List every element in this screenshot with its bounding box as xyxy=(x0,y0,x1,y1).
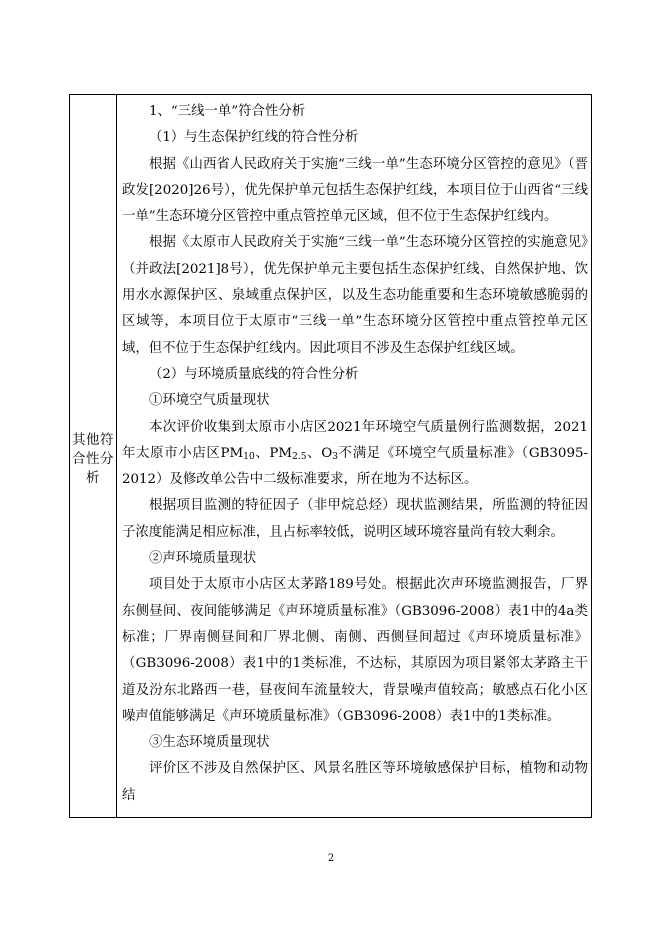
paragraph-shanxi-policy: 根据《山西省人民政府关于实施“三线一单”生态环境分区管控的意见》（晋政发[2020]26号），优先保护单元包括生态保护红线，本项目位于山西省“三线一单”生态环境分区管控中重点管控单元区域，但不位于生态保护红线内。 xyxy=(122,156,588,225)
heading-ecology-quality: ③生态环境质量现状 xyxy=(149,735,270,751)
section-heading: 1、“三线一单”符合性分析 xyxy=(149,104,306,119)
subsection-heading-redline: （1）与生态保护红线的符合性分析 xyxy=(149,130,359,146)
label-column xyxy=(70,95,117,817)
paragraph-characteristic-factor: 根据项目监测的特征因子（非甲烷总烃）现状监测结果，所监测的特征因子浓度能满足相应标准，且占标率较低，说明区域环境容量尚有较大剩余。 xyxy=(122,498,588,540)
heading-noise-quality: ②声环境质量现状 xyxy=(149,551,257,567)
row-label: 其他符合性分析 xyxy=(72,432,114,486)
paragraph-noise-quality: 项目处于太原市小店区太茅路189号处。根据此次声环境监测报告，厂界东侧昼间、夜间能够满足《声环境质量标准》（GB3096-2008）表1中的4a类标准；厂界南侧昼间和厂界北侧、南侧、西侧昼间超过《声环境质量标准》（GB3096-2008）表1中的1类标准，不达标，其原因为项目紧邻太茅路主干道及汾东北路西一巷，昼夜间车流量较大，背景噪声值较高；敏感点石化小区噪声值能够满足《声环境质量标准》（GB3096-2008）表1中的1类标准。 xyxy=(122,577,588,724)
paragraph-taiyuan-policy: 根据《太原市人民政府关于实施“三线一单”生态环境分区管控的实施意见》（并政法[2021]8号），优先保护单元主要包括生态保护红线、自然保护地、饮用水水源保护区、泉域重点保护区，以及生态功能重要和生态环境敏感脆弱的区域等，本项目位于太原市“三线一单”生态环境分区管控中重点管控单元区域，但不位于生态保护红线内。因此项目不涉及生态保护红线区域。 xyxy=(122,235,588,356)
page-number: 2 xyxy=(327,853,335,864)
paragraph-ecology-quality: 评价区不涉及自然保护区、风景名胜区等环境敏感保护目标，植物和动物结 xyxy=(122,761,588,803)
paragraph-air-quality: 本次评价收集到太原市小店区2021年环境空气质量例行监测数据，2021年太原市小店区$PM_{10}$、$PM_{2.5}$、$O_3$不满足《环境空气质量标准》（GB3095-2012）及修改单公告中二级标准要求，所在地为不达标区。 xyxy=(122,419,589,488)
subsection-heading-quality: （2）与环境质量底线的符合性分析 xyxy=(149,366,359,382)
content-cell xyxy=(117,95,591,817)
heading-air-quality: ①环境空气质量现状 xyxy=(149,393,270,409)
analysis-table xyxy=(69,94,592,818)
